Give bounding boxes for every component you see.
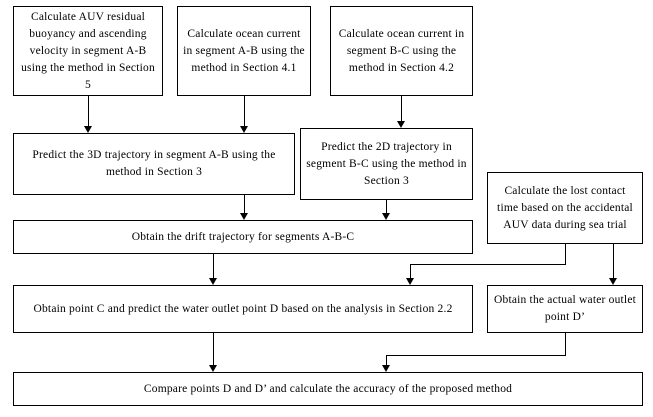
connector-lost-to-pointc-horizontal xyxy=(410,264,566,265)
connector-lost-to-actual xyxy=(613,244,614,278)
arrowhead-oceanab-to-traj3d xyxy=(240,126,248,133)
node-obtain-drift-trajectory-abc xyxy=(13,220,473,254)
arrowhead-lost-to-pointc xyxy=(406,278,414,285)
node-compare-points-d-and-d-prime xyxy=(13,372,643,406)
node-label: Obtain point C and predict the water outlet point D based on the analysis in Section 2.2 xyxy=(33,302,453,315)
connector-traj2d-to-drift xyxy=(386,200,387,213)
connector-drift-to-pointc xyxy=(213,254,214,278)
arrowhead-traj3d-to-drift xyxy=(240,213,248,220)
node-calculate-ocean-current-ab xyxy=(177,6,311,96)
arrowhead-actual-to-compare xyxy=(382,365,390,372)
connector-oceanab-to-traj3d xyxy=(244,96,245,126)
node-calculate-ocean-current-bc xyxy=(330,6,473,96)
arrowhead-drift-to-pointc xyxy=(209,278,217,285)
arrowhead-oceanbc-to-traj2d xyxy=(397,121,405,128)
arrowhead-lost-to-actual xyxy=(609,278,617,285)
node-obtain-actual-water-outlet-d-prime xyxy=(487,285,643,333)
node-label: Predict the 2D trajectory in segment B-C using the method in Section 3 xyxy=(306,140,467,187)
connector-actual-to-compare-horizontal xyxy=(386,355,566,356)
connector-lost-to-pointc-drop xyxy=(410,264,411,278)
node-obtain-point-c-predict-outlet-d xyxy=(13,285,473,333)
connector-actual-to-compare-vertical xyxy=(565,333,566,355)
node-label: Obtain the drift trajectory for segments A-B-C xyxy=(131,230,355,243)
node-label: Calculate ocean current in segment A-B using the method in Section 4.1 xyxy=(183,27,305,74)
node-calculate-lost-contact-time xyxy=(487,172,643,244)
node-label: Calculate ocean current in segment B-C using the method in Section 4.2 xyxy=(338,27,465,74)
node-label: Compare points D and D’ and calculate the accuracy of the proposed method xyxy=(143,382,513,395)
node-label: Calculate the lost contact time based on the accidental AUV data during sea trial xyxy=(497,184,633,231)
node-predict-2d-trajectory-bc xyxy=(300,128,473,200)
connector-auv-to-traj3d xyxy=(88,96,89,126)
node-predict-3d-trajectory-ab xyxy=(13,133,295,195)
connector-actual-to-compare-drop xyxy=(386,355,387,365)
arrowhead-traj2d-to-drift xyxy=(382,213,390,220)
connector-traj3d-to-drift xyxy=(244,195,245,213)
node-label: Predict the 3D trajectory in segment A-B using the method in Section 3 xyxy=(32,149,276,178)
connector-pointc-to-compare xyxy=(213,333,214,365)
node-label: Obtain the actual water outlet point D’ xyxy=(493,294,637,323)
arrowhead-pointc-to-compare xyxy=(209,365,217,372)
arrowhead-auv-to-traj3d xyxy=(84,126,92,133)
connector-lost-to-pointc-vertical xyxy=(565,244,566,264)
node-calculate-auv-residual-buoyancy xyxy=(13,6,163,96)
connector-oceanbc-to-traj2d xyxy=(401,96,402,121)
node-label: Calculate AUV residual buoyancy and ascending velocity in segment A-B using the method in Section 5 xyxy=(21,10,155,91)
